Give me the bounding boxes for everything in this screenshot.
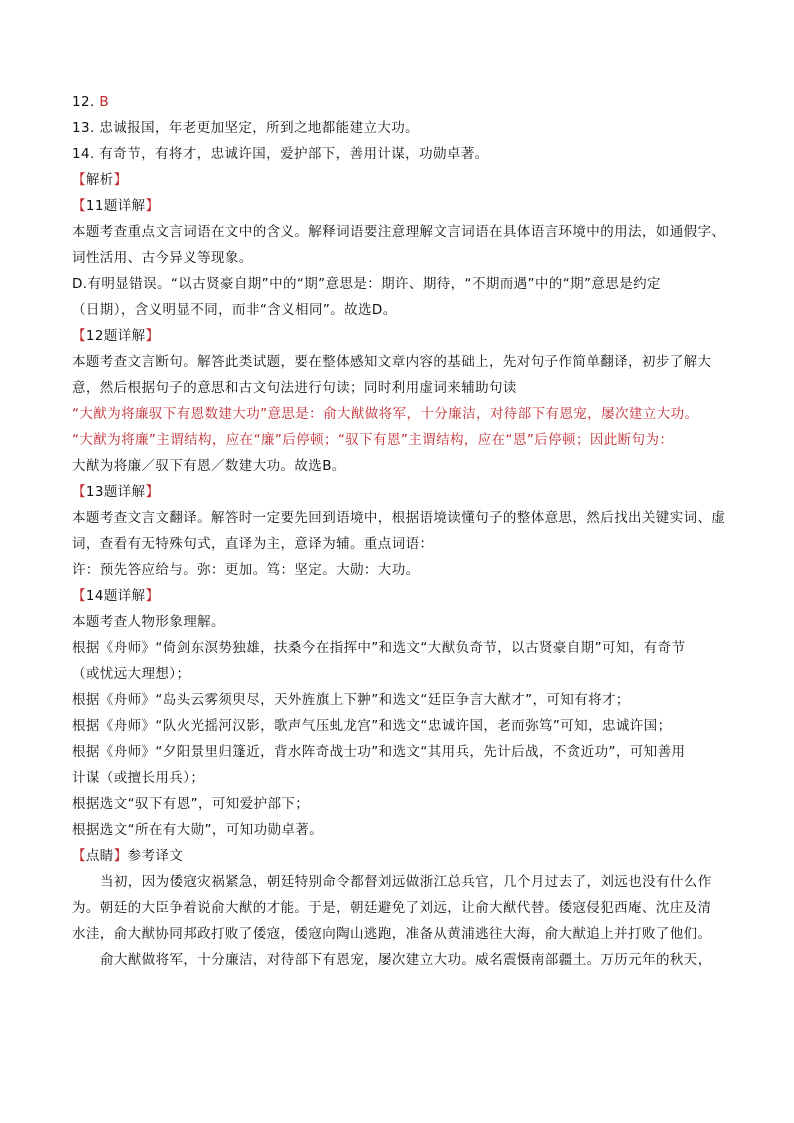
q11-line: 本题考查重点文言词语在文中的含义。解释词语要注意理解文言词语在具体语言环境中的用法，如通假字、 (72, 224, 726, 240)
q11-line: 词性活用、古今异义等现象。 (72, 250, 253, 266)
q14-line: 根据选文“所在有大勋”，可知功勋卓著。 (72, 822, 324, 838)
answer-14-text: 有奇节，有将才，忠诚许国，爱护部下，善用计谋，功勋卓著。 (99, 146, 489, 162)
q11-line: （日期），含义明显不同，而非“含义相同”。故选D。 (72, 302, 397, 318)
heading-label: 13题详解 (85, 484, 146, 500)
q13-heading (72, 482, 720, 503)
answer-12-number: 12. (72, 94, 100, 110)
q14-heading (72, 586, 720, 607)
answer-14 (72, 144, 720, 165)
translation-line: 水洼，俞大猷协同邦政打败了倭寇，倭寇向陶山逃跑，准备从黄浦逃往大海，俞大猷追上并打败了他们。 (72, 926, 712, 942)
q12-line: 意，然后根据句子的意思和古文句法进行句读；同时利用虚词来辅助句读 (72, 380, 517, 396)
q11-line: D.有明显错误。“以古贤豪自期”中的“期”意思是：期许、期待，“不期而遇”中的“期”意思是约定 (72, 276, 661, 292)
q13-line: 本题考查文言文翻译。解答时一定要先回到语境中，根据语境读懂句子的整体意思，然后找出关键实词、虚 (72, 510, 726, 526)
heading-label: 14题详解 (85, 588, 146, 604)
heading-label: 11题详解 (85, 198, 146, 214)
bracket-close: 】 (145, 484, 160, 500)
q14-line: 根据《舟师》“倚剑东溟势独雄，扶桑今在指挥中”和选文“大猷负奇节，以古贤豪自期”可知，有奇节 (72, 640, 686, 656)
translation-line: 当初，因为倭寇灾祸紧急，朝廷特别命令都督刘远做浙江总兵官，几个月过去了，刘远也没有什么作 (100, 874, 712, 890)
translation-line: 俞大猷做将军，十分廉洁，对待部下有恩宠，屡次建立大功。威名震慑南部疆土。万历元年的秋天， (100, 952, 712, 968)
answer-14-number: 14. (72, 146, 100, 162)
q12-red-line: “大猷为将廉驭下有恩数建大功”意思是：俞大猷做将军，十分廉洁，对待部下有恩宠，屡次建立大功。 (72, 406, 699, 422)
bracket-open: 【 (72, 198, 86, 214)
answer-12 (72, 92, 720, 113)
answer-13-number: 13. (72, 120, 100, 136)
dianjing-heading (72, 846, 720, 867)
q14-line: 根据选文“驭下有恩”，可知爱护部下； (72, 796, 310, 812)
heading-label: 点睛 (85, 848, 114, 864)
bracket-open: 【 (72, 172, 86, 188)
heading-tail: 参考译文 (127, 848, 184, 864)
bracket-close: 】 (145, 328, 160, 344)
q14-line: 本题考查人物形象理解。 (72, 614, 225, 630)
q12-line: 大猷为将廉／驭下有恩／数建大功。故选B。 (72, 458, 346, 474)
q12-heading (72, 326, 720, 347)
q13-line: 词，查看有无特殊句式，直译为主，意译为辅。重点词语： (72, 536, 434, 552)
bracket-close: 】 (113, 172, 128, 188)
answer-13 (72, 118, 720, 139)
heading-label: 解析 (85, 172, 114, 188)
q11-heading (72, 196, 720, 217)
bracket-open: 【 (72, 484, 86, 500)
answer-13-text: 忠诚报国，年老更加坚定，所到之地都能建立大功。 (99, 120, 420, 136)
bracket-open: 【 (72, 848, 86, 864)
q14-line: 计谋（或擅长用兵）； (72, 770, 205, 786)
q14-line: 根据《舟师》“夕阳景里归篷近，背水阵奇战士功”和选文“其用兵，先计后战，不贪近功”，可知善用 (72, 744, 686, 760)
q12-line: 本题考查文言断句。解答此类试题，要在整体感知文章内容的基础上，先对句子作简单翻译，初步了解大 (72, 354, 712, 370)
q14-line: （或忧远大理想）； (72, 666, 191, 682)
heading-label: 12题详解 (85, 328, 146, 344)
answer-analysis-content (72, 92, 726, 976)
bracket-open: 【 (72, 588, 86, 604)
bracket-close: 】 (113, 848, 128, 864)
q14-line: 根据《舟师》“队火光摇河汉影，歌声气压虬龙宫”和选文“忠诚许国，老而弥笃”可知，忠诚许国； (72, 718, 672, 734)
answer-12-text: B (99, 94, 110, 110)
bracket-open: 【 (72, 328, 86, 344)
bracket-close: 】 (145, 198, 160, 214)
translation-line: 为。朝廷的大臣争着说俞大猷的才能。于是，朝廷避免了刘远，让俞大猷代替。倭寇侵犯西庵、沈庄及清 (72, 900, 712, 916)
bracket-close: 】 (145, 588, 160, 604)
q12-red-line: “大猷为将廉”主谓结构，应在“廉”后停顿；“驭下有恩”主谓结构，应在“恩”后停顿；因此断句为： (72, 432, 674, 448)
q14-line: 根据《舟师》“岛头云雾须臾尽，天外旌旗上下翀”和选文“廷臣争言大猷才”，可知有将才； (72, 692, 630, 708)
q13-line: 许：预先答应给与。弥：更加。笃：坚定。大勋：大功。 (72, 562, 420, 578)
jiexi-heading (72, 170, 720, 191)
